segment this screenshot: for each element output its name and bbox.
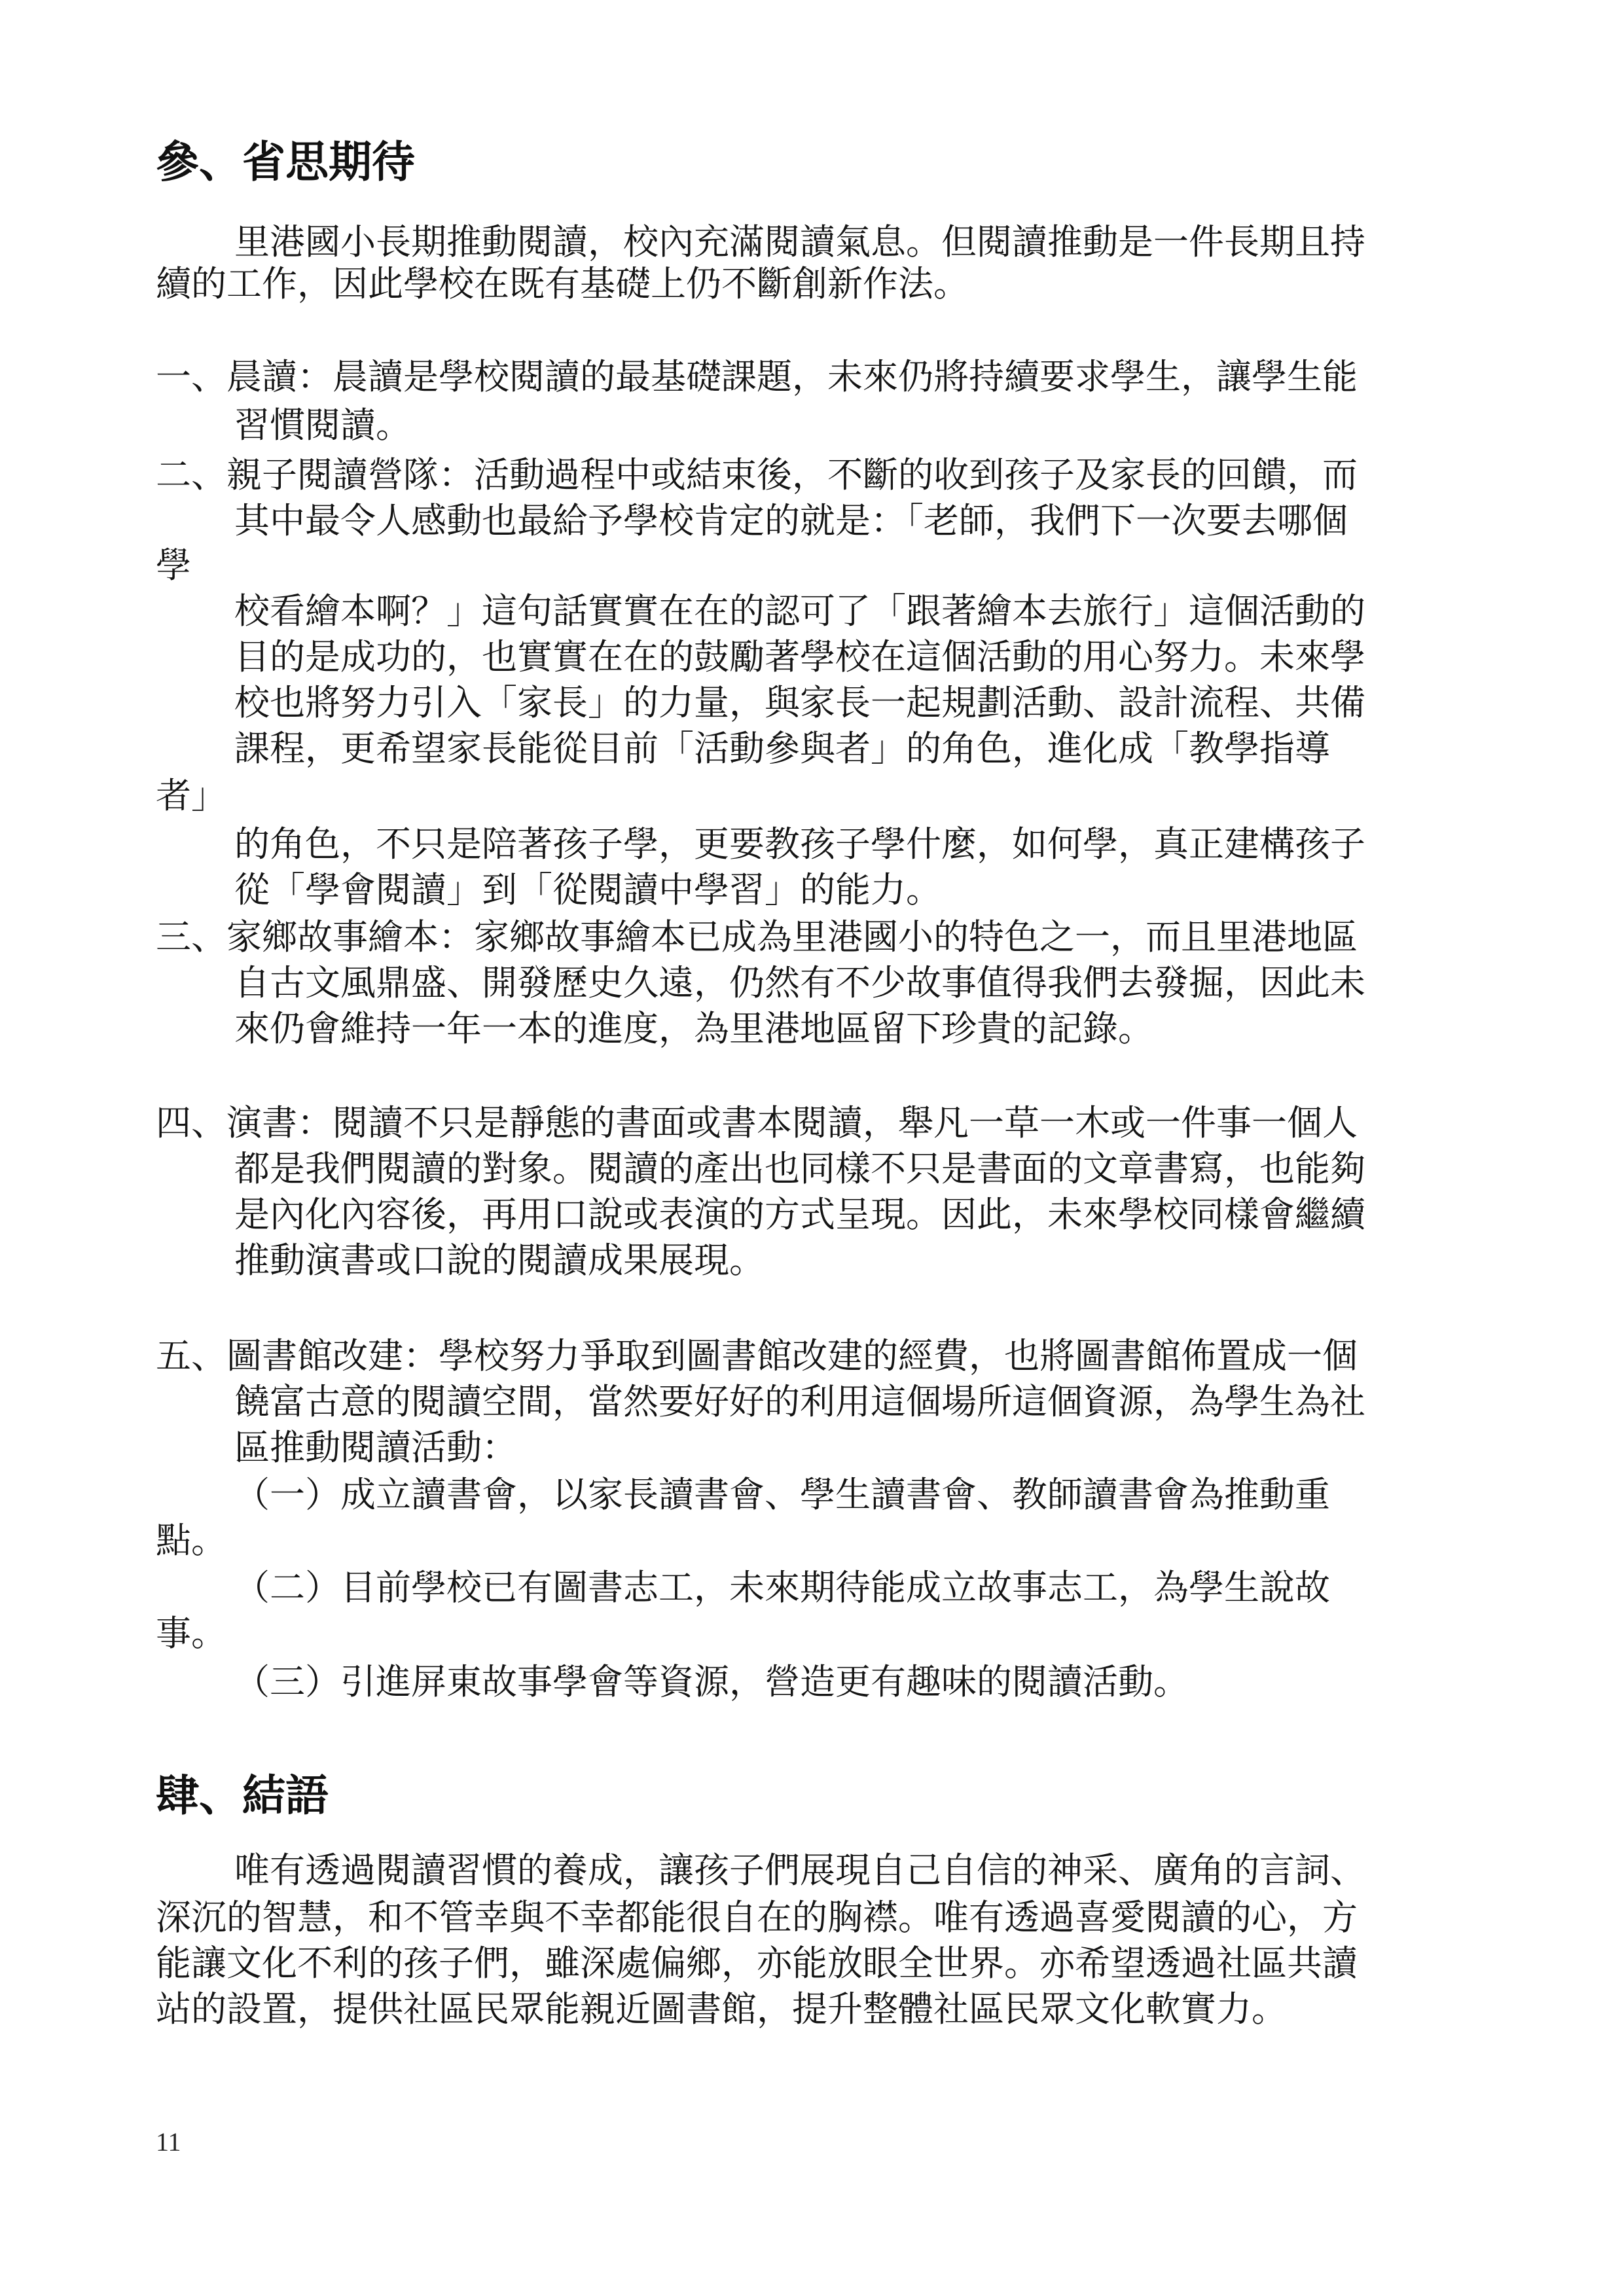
item-hometown-stories-line-3: 來仍會維持一年一本的進度，為里港地區留下珍貴的記錄。 [234, 1008, 1153, 1049]
item-performance-line-1: 四、演書：閱讀不只是靜態的書面或書本閱讀，舉凡一草一木或一件事一個人 [156, 1102, 1358, 1143]
library-sub-item-2-line-1: （二）目前學校已有圖書志工，未來期待能成立故事志工，為學生說故 [234, 1567, 1330, 1608]
item-performance-line-4: 推動演書或口說的閱讀成果展現。 [234, 1240, 765, 1281]
item-family-camp-line-3: 學 [156, 545, 191, 586]
item-performance-line-2: 都是我們閱讀的對象。閱讀的產出也同樣不只是書面的文章書寫，也能夠 [234, 1148, 1365, 1189]
item-family-camp-line-4: 校看繪本啊？」這句話實實在在的認可了「跟著繪本去旅行」這個活動的 [234, 590, 1365, 632]
item-family-camp-line-9: 的角色，不只是陪著孩子學，更要教孩子學什麼，如何學，真正建構孩子 [234, 823, 1365, 865]
conclusion-line-2: 深沉的智慧，和不管幸與不幸都能很自在的胸襟。唯有透過喜愛閱讀的心，方 [156, 1897, 1358, 1938]
library-sub-item-3-line-1: （三）引進屏東故事學會等資源，營造更有趣味的閱讀活動。 [234, 1661, 1189, 1702]
library-sub-item-1-line-2: 點。 [156, 1520, 226, 1561]
intro-line-1: 里港國小長期推動閱讀，校內充滿閱讀氣息。但閱讀推動是一件長期且持 [234, 221, 1365, 262]
library-sub-item-2-line-2: 事。 [156, 1613, 226, 1654]
conclusion-line-3: 能讓文化不利的孩子們，雖深處偏鄉，亦能放眼全世界。亦希望透過社區共讀 [156, 1943, 1358, 1984]
item-library-line-3: 區推動閱讀活動： [234, 1427, 517, 1468]
item-morning-reading-line-2: 習慣閱讀。 [234, 404, 411, 446]
item-library-line-1: 五、圖書館改建：學校努力爭取到圖書館改建的經費，也將圖書館佈置成一個 [156, 1335, 1358, 1376]
item-morning-reading-line-1: 一、晨讀：晨讀是學校閱讀的最基礎課題，未來仍將持續要求學生，讓學生能 [156, 356, 1358, 397]
conclusion-line-1: 唯有透過閱讀習慣的養成，讓孩子們展現自己自信的神采、廣角的言詞、 [234, 1850, 1365, 1891]
item-family-camp-line-7: 課程，更希望家長能從目前「活動參與者」的角色，進化成「教學指導 [234, 728, 1330, 769]
item-family-camp-line-8: 者」 [156, 775, 226, 816]
item-family-camp-line-2: 其中最令人感動也最給予學校肯定的就是：「老師，我們下一次要去哪個 [234, 500, 1348, 541]
conclusion-line-4: 站的設置，提供社區民眾能親近圖書館，提升整體社區民眾文化軟實力。 [156, 1988, 1287, 2030]
item-family-camp-line-10: 從「學會閱讀」到「從閱讀中學習」的能力。 [234, 869, 941, 910]
item-hometown-stories-line-1: 三、家鄉故事繪本：家鄉故事繪本已成為里港國小的特色之一，而且里港地區 [156, 916, 1358, 958]
item-library-line-2: 饒富古意的閱讀空間，當然要好好的利用這個場所這個資源，為學生為社 [234, 1381, 1365, 1422]
library-sub-item-1-line-1: （一）成立讀書會，以家長讀書會、學生讀書會、教師讀書會為推動重 [234, 1474, 1330, 1515]
item-performance-line-3: 是內化內容後，再用口說或表演的方式呈現。因此，未來學校同樣會繼續 [234, 1194, 1365, 1235]
item-family-camp-line-6: 校也將努力引入「家長」的力量，與家長一起規劃活動、設計流程、共備 [234, 682, 1365, 723]
page-number: 11 [156, 2127, 181, 2157]
item-family-camp-line-1: 二、親子閱讀營隊：活動過程中或結束後，不斷的收到孩子及家長的回饋，而 [156, 454, 1358, 495]
item-hometown-stories-line-2: 自古文風鼎盛、開發歷史久遠，仍然有不少故事值得我們去發掘，因此未 [234, 962, 1365, 1003]
section-heading-conclusion: 肆、結語 [156, 1770, 329, 1821]
intro-line-2: 續的工作，因此學校在既有基礎上仍不斷創新作法。 [156, 263, 969, 304]
section-heading-reflection: 參、省思期待 [156, 137, 415, 187]
item-family-camp-line-5: 目的是成功的，也實實在在的鼓勵著學校在這個活動的用心努力。未來學 [234, 636, 1365, 677]
